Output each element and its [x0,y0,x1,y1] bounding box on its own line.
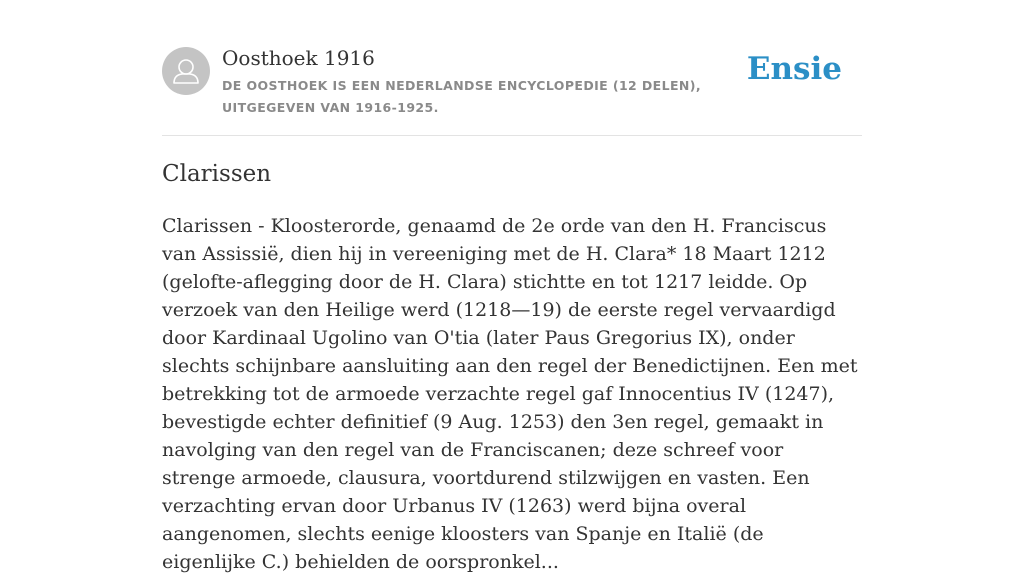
article-body: Clarissen - Kloosterorde, genaamd de 2e orde van den H. Franciscus van Assissië, dien hij in vereeniging met de H. Clara* 18 Maart 1212 (gelofte-aflegging door de H. Clara) stichtte en tot 1217 leidde. Op verzoek van den Heilige werd (1218—19) de eerste regel vervaardigd door Kardinaal Ugolino van O'tia (later Paus Gregorius IX), onder slechts schijnbare aansluiting aan den regel der Benedictijnen. Een met betrekking tot de armoede verzachte regel gaf Innocentius IV (1247), bevestigde echter definitief (9 Aug. 1253) den 3en regel, gemaakt in navolging van den regel van de Franciscanen; deze schreef voor strenge armoede, clausura, voortdurend stilzwijgen en vasten. Een verzachting ervan door Urbanus IV (1263) werd bijna overal aangenomen, slechts eenige kloosters van Spanje en Italië (de eigenlijke C.) behielden de oorspronkel... [162,215,858,573]
source-title[interactable]: Oosthoek 1916 [222,46,375,70]
source-info [222,45,762,119]
source-header [162,0,862,136]
content-container [162,0,862,573]
user-avatar-icon[interactable] [162,47,210,95]
article-title: Clarissen [162,161,272,187]
source-description: DE OOSTHOEK IS EEN NEDERLANDSE ENCYCLOPEDIE (12 DELEN), UITGEGEVEN VAN 1916-1925. [222,78,702,115]
ensie-logo[interactable]: Ensie [746,51,842,87]
avatar-figure-icon [162,47,210,95]
